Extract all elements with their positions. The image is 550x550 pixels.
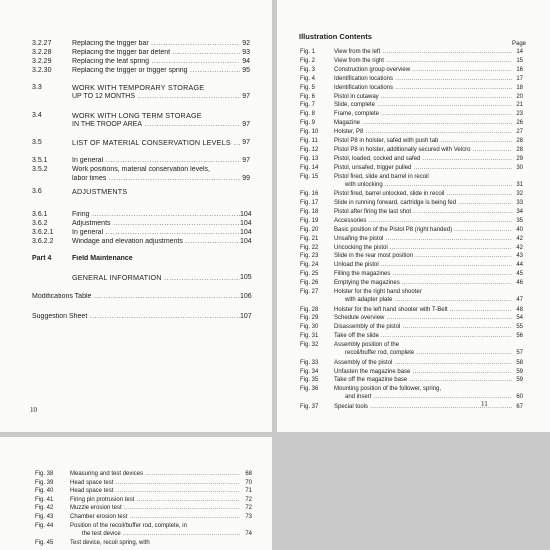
page-number: 40 <box>516 226 523 233</box>
section-number: 3.5 <box>32 139 42 146</box>
page-folio: 10 <box>30 406 37 414</box>
figure-number: Fig. 8 <box>300 111 316 118</box>
page-number: 59 <box>516 368 523 375</box>
page-number: 95 <box>242 67 250 74</box>
figure-number: Fig. 23 <box>300 253 319 260</box>
figure-number: Fig. 29 <box>300 315 319 322</box>
page-number: 104 <box>240 220 252 227</box>
figure-number: Fig. 11 <box>300 138 318 144</box>
figure-entry <box>277 199 550 208</box>
page-number: 23 <box>516 111 523 118</box>
figure-title: Construction group overview ..... <box>334 66 512 74</box>
section-title: WORK WITH LONG TERM STORAGE <box>72 112 202 120</box>
section-title: LIST OF MATERIAL CONSERVATION LEVELS ..... <box>72 139 240 147</box>
figure-entry <box>277 173 550 188</box>
figure-title: Pistol in cutaway ..... <box>334 93 512 101</box>
figure-number: Fig. 15 <box>300 173 319 180</box>
figure-title: Measuring and test devices ..... <box>70 470 240 478</box>
page-number: 104 <box>240 229 252 236</box>
section-title-line2: IN THE TROOP AREA ..... <box>72 121 240 129</box>
page-number: 18 <box>516 84 523 91</box>
page-number: 28 <box>516 138 523 144</box>
figure-number: Fig. 16 <box>300 191 319 198</box>
figure-number: Fig. 45 <box>35 539 54 546</box>
page-number: 42 <box>516 244 523 251</box>
figure-number: Fig. 5 <box>300 84 316 91</box>
figure-title: Identification locations ..... <box>334 84 512 92</box>
figure-number: Fig. 20 <box>300 226 319 233</box>
page-number: 73 <box>245 514 252 520</box>
page-number: 74 <box>245 530 252 537</box>
figure-title: Assembly of the pistol ..... <box>334 359 512 367</box>
section-number: 3.3 <box>32 84 42 91</box>
figure-entry <box>277 288 550 303</box>
figure-entry <box>277 341 550 357</box>
figure-number: Fig. 28 <box>300 306 319 313</box>
section-title: Replacing the leaf spring ..... <box>72 58 240 66</box>
page-number: 27 <box>516 129 523 136</box>
page-number: 67 <box>516 403 523 410</box>
figure-entry <box>277 359 550 368</box>
toc-entry <box>0 255 272 267</box>
page-number: 72 <box>245 505 252 512</box>
page-number: 60 <box>516 394 523 401</box>
page-number: 17 <box>516 75 523 82</box>
section-title: Suggestion Sheet ..... <box>32 313 240 321</box>
figure-title: Pistol fired, slide and barrel in recoil <box>334 173 429 180</box>
figure-title: Uncocking the pistol ..... <box>334 244 512 252</box>
figure-number: Fig. 38 <box>35 471 54 477</box>
figure-number: Fig. 43 <box>35 514 54 520</box>
page-number: 48 <box>516 306 523 313</box>
figure-title: Slide, complete ..... <box>334 101 512 109</box>
figure-entry <box>277 261 550 270</box>
page-number: 55 <box>516 324 523 331</box>
figure-entry <box>277 84 550 93</box>
toc-entry <box>0 293 272 305</box>
figure-number: Fig. 24 <box>300 262 319 269</box>
figure-entry <box>277 403 550 412</box>
section-title: Replacing the trigger bar detent ..... <box>72 49 240 57</box>
figure-title: Emptying the magazines ..... <box>334 279 512 287</box>
figure-number: Fig. 39 <box>35 479 54 486</box>
section-number: 3.2.29 <box>32 58 52 65</box>
page-number: 97 <box>242 139 250 146</box>
section-title: Windage and elevation adjustments ..... <box>72 238 240 246</box>
section-title: Modifications Table ..... <box>32 293 240 301</box>
figure-number: Fig. 22 <box>300 244 319 251</box>
page-number: 106 <box>240 293 252 300</box>
section-title: ADJUSTMENTS <box>72 188 128 196</box>
toc-entry <box>0 112 272 128</box>
toc-entry <box>0 238 272 250</box>
figure-title: Take off the magazine base ..... <box>334 376 512 384</box>
figure-entry <box>277 226 550 235</box>
section-title: Work positions, material conservation levels, <box>72 166 210 173</box>
figure-number: Fig. 7 <box>300 102 316 109</box>
figure-entry <box>277 119 550 128</box>
page-number: 28 <box>516 146 523 153</box>
figure-entry <box>277 323 550 332</box>
figure-number: Fig. 40 <box>35 488 54 495</box>
illustration-contents-title: Illustration Contents <box>299 32 372 41</box>
figure-number: Fig. 2 <box>300 57 316 64</box>
toc-entry <box>0 67 272 79</box>
section-title: In general ..... <box>72 157 240 165</box>
figure-title: Position of the recoil/buffer rod, complete, in <box>70 522 187 529</box>
figure-entry <box>277 306 550 315</box>
figure-title-line2: recoil/buffer rod, complete ..... <box>345 349 512 357</box>
figure-number: Fig. 17 <box>300 200 319 206</box>
figure-entry <box>277 217 550 226</box>
section-number: 3.2.27 <box>32 40 52 47</box>
figure-entry <box>277 93 550 102</box>
page-number: 47 <box>516 297 523 303</box>
figure-title: Special tools ..... <box>334 403 512 411</box>
figure-title: Frame, complete ..... <box>334 110 512 118</box>
figure-number: Fig. 3 <box>300 66 316 73</box>
figure-number: Fig. 36 <box>300 386 319 393</box>
figure-number: Fig. 42 <box>35 505 54 512</box>
figure-title: Assembly position of the <box>334 342 400 349</box>
toc-entry <box>0 188 272 200</box>
page-number: 20 <box>516 93 523 100</box>
figure-entry <box>277 332 550 341</box>
figure-entry <box>277 368 550 377</box>
figure-entry <box>277 385 550 401</box>
figure-title: Pistol P8 in holster, safed with push tab ..... <box>334 137 512 145</box>
section-number: 3.2.28 <box>32 49 52 56</box>
page-number: 54 <box>516 315 523 322</box>
page-number: 15 <box>516 57 523 64</box>
page-number: 56 <box>516 333 523 340</box>
figure-title-line2: and insert ..... <box>345 393 512 401</box>
figure-title: Muzzle erosion test ..... <box>70 504 240 512</box>
page-number: 43 <box>516 253 523 260</box>
toc-entry <box>0 274 272 286</box>
figure-number: Fig. 26 <box>300 280 319 287</box>
section-number: 3.5.2 <box>32 166 48 173</box>
figure-entry <box>277 101 550 110</box>
page-number: 34 <box>516 208 523 215</box>
figure-title: Schedule overview ..... <box>334 314 512 322</box>
page-number: 44 <box>516 262 523 269</box>
page-number: 104 <box>240 238 252 245</box>
page-number: 31 <box>516 181 523 188</box>
page-number: 57 <box>516 350 523 357</box>
page-number: 35 <box>516 217 523 224</box>
figure-entry <box>0 522 272 537</box>
figure-number: Fig. 31 <box>300 333 319 340</box>
figure-number: Fig. 25 <box>300 271 319 278</box>
page-number: 99 <box>242 175 250 182</box>
figure-title: Unsafing the pistol ..... <box>334 235 512 243</box>
page-number: 72 <box>245 496 252 503</box>
figure-entry <box>277 208 550 217</box>
figure-title: Holster, P8 ..... <box>334 128 512 136</box>
figure-number: Fig. 21 <box>300 235 319 242</box>
figure-number: Fig. 14 <box>300 164 319 171</box>
page-number: 30 <box>516 164 523 171</box>
figure-entry <box>277 164 550 173</box>
figure-entry <box>277 48 550 57</box>
figure-title-line2: the test device ..... <box>82 530 240 538</box>
page-number: 97 <box>242 121 250 128</box>
right-page <box>277 0 550 432</box>
figure-entry <box>277 128 550 137</box>
figure-title: Firing pin protrusion test ..... <box>70 496 240 504</box>
figure-title: Slide in running forward, cartridge is being fed ..... <box>334 199 512 207</box>
figure-entry <box>277 376 550 385</box>
figure-number: Fig. 19 <box>300 217 319 224</box>
figure-title: Test device, recoil spring, with <box>70 539 150 546</box>
figure-number: Fig. 33 <box>300 359 319 366</box>
page-number: 97 <box>242 93 250 100</box>
toc-entry <box>0 166 272 182</box>
figure-title: Magazine ..... <box>334 119 512 127</box>
figure-title: Filling the magazines ..... <box>334 270 512 278</box>
page-number: 105 <box>240 274 252 281</box>
section-number: 3.6 <box>32 188 42 195</box>
page-number: 14 <box>516 49 523 55</box>
page-number: 70 <box>245 479 252 486</box>
figure-title: Take off the slide ..... <box>334 332 512 340</box>
figure-entry <box>277 110 550 119</box>
figure-title: Holster for the right hand shooter <box>334 289 422 295</box>
figure-entry <box>277 137 550 146</box>
figure-number: Fig. 34 <box>300 368 319 375</box>
figure-entry <box>277 244 550 253</box>
figure-title: Accessories ..... <box>334 217 512 225</box>
figure-number: Fig. 30 <box>300 324 319 331</box>
section-title: WORK WITH TEMPORARY STORAGE <box>72 84 205 92</box>
section-title: Replacing the trigger or trigger spring ..... <box>72 67 240 75</box>
figure-number: Fig. 9 <box>300 120 316 127</box>
figure-title: Pistol P8 in holster, additionally secured with Velcro ..... <box>334 146 512 154</box>
figure-number: Fig. 32 <box>300 342 319 349</box>
figure-title: Head space test ..... <box>70 487 240 495</box>
section-number: 3.6.2.1 <box>32 229 54 236</box>
figure-number: Fig. 37 <box>300 403 319 410</box>
page-number: 16 <box>516 66 523 73</box>
figure-entry <box>277 75 550 84</box>
figure-entry <box>277 66 550 75</box>
page-number: 32 <box>516 191 523 198</box>
figure-number: Fig. 12 <box>300 146 319 153</box>
section-title: Replacing the trigger bar ..... <box>72 40 240 48</box>
figure-number: Fig. 44 <box>35 522 54 529</box>
figure-entry <box>277 146 550 155</box>
section-title-line2: labor times ..... <box>72 175 240 183</box>
page-number: 71 <box>245 488 252 495</box>
left-page <box>0 0 272 432</box>
page-number: 33 <box>516 200 523 206</box>
section-title: GENERAL INFORMATION ..... <box>72 274 240 282</box>
figure-title: Pistol, loaded, cocked and safed ..... <box>334 155 512 163</box>
figure-number: Fig. 18 <box>300 208 319 215</box>
page-number: 59 <box>516 377 523 384</box>
section-title: In general ..... <box>72 229 240 237</box>
bottom-page <box>0 437 272 550</box>
figure-entry <box>277 235 550 244</box>
figure-title: Holster for the left hand shooter with T-Belt ..... <box>334 306 512 314</box>
page-number: 94 <box>242 58 250 65</box>
page-number: 21 <box>516 102 523 109</box>
page-number: 68 <box>245 471 252 477</box>
page-number: 45 <box>516 271 523 278</box>
figure-entry <box>277 314 550 323</box>
figure-entry <box>277 155 550 164</box>
figure-title: Pistol after firing the last shot ..... <box>334 208 512 216</box>
section-title: Firing ..... <box>72 211 240 219</box>
figure-title: Pistol fired, barrel unlocked, slide in recoil ..... <box>334 190 512 198</box>
figure-title: Slide in the rear most position ..... <box>334 252 512 260</box>
page-number: 26 <box>516 120 523 127</box>
page-number: 104 <box>240 211 252 218</box>
toc-entry <box>0 84 272 100</box>
figure-entry <box>277 270 550 279</box>
figure-number: Fig. 35 <box>300 377 319 384</box>
section-number: 3.6.2 <box>32 220 48 227</box>
page-number: 46 <box>516 280 523 287</box>
figure-title: Mounting position of the follower, spring, <box>334 386 442 393</box>
figure-title: View from the right ..... <box>334 57 512 65</box>
page-number: 107 <box>240 313 252 320</box>
section-number: 3.4 <box>32 112 42 119</box>
figure-entry <box>277 57 550 66</box>
page-number: 93 <box>242 49 250 56</box>
figure-title-line2: with unlocking ..... <box>345 181 512 189</box>
page-number: 29 <box>516 155 523 162</box>
figure-entry <box>277 190 550 199</box>
toc-entry <box>0 139 272 151</box>
figure-title: Head space test ..... <box>70 479 240 487</box>
page-number: 97 <box>242 157 250 164</box>
section-number: Part 4 <box>32 255 52 262</box>
section-title: Adjustments ..... <box>72 220 240 228</box>
section-number: 3.6.1 <box>32 211 48 218</box>
figure-title: Pistol, unsafed, trigger pulled ..... <box>334 164 512 172</box>
figure-title: Unload the pistol ..... <box>334 261 512 269</box>
figure-entry <box>0 539 272 548</box>
figure-number: Fig. 27 <box>300 289 319 295</box>
section-number: 3.5.1 <box>32 157 48 164</box>
figure-title: Disassembly of the pistol ..... <box>334 323 512 331</box>
figure-number: Fig. 4 <box>300 75 316 82</box>
section-number: 3.6.2.2 <box>32 238 54 245</box>
figure-title: Unfasten the magazine base ..... <box>334 368 512 376</box>
page-column-header: Page <box>512 41 527 47</box>
figure-title: Identification locations ..... <box>334 75 512 83</box>
figure-title: Chamber erosion test ..... <box>70 513 240 521</box>
figure-title: View from the left ..... <box>334 48 512 56</box>
figure-title: Basic position of the Pistol P8 (right handed) ..... <box>334 226 512 234</box>
figure-title-line2: with adapter plate ..... <box>345 296 512 304</box>
figure-number: Fig. 6 <box>300 93 316 100</box>
figure-number: Fig. 10 <box>300 129 319 136</box>
section-title-line2: UP TO 12 MONTHS ..... <box>72 93 240 101</box>
page-number: 58 <box>516 359 523 366</box>
page-folio: 11 <box>481 400 488 408</box>
page-number: 42 <box>516 235 523 242</box>
page-number: 92 <box>242 40 250 47</box>
section-title: Field Maintenance <box>72 255 133 262</box>
figure-number: Fig. 13 <box>300 155 319 162</box>
section-number: 3.2.30 <box>32 67 52 74</box>
toc-entry <box>0 313 272 325</box>
figure-entry <box>277 252 550 261</box>
figure-number: Fig. 41 <box>35 496 54 503</box>
figure-entry <box>277 279 550 288</box>
figure-number: Fig. 1 <box>300 49 316 55</box>
